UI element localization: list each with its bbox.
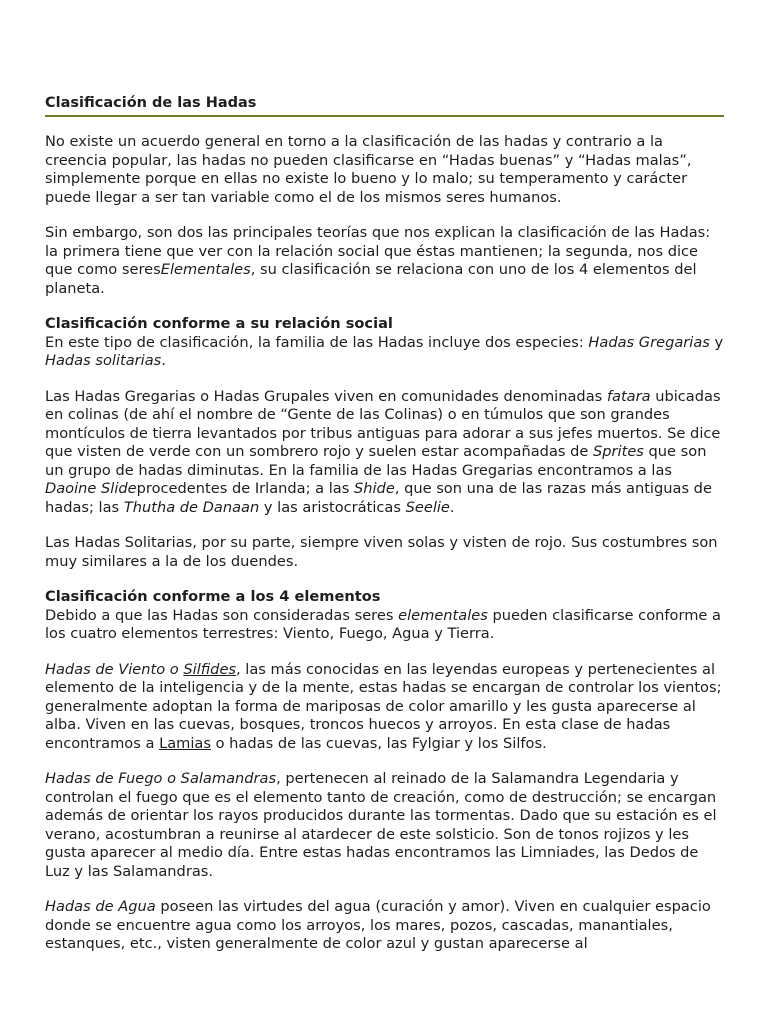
paragraph-solitarias: Las Hadas Solitarias, por su parte, siempre viven solas y visten de rojo. Sus costumbres son muy similares a la de los duendes. (45, 534, 718, 570)
section-elements: Clasificación conforme a los 4 elementos Debido a que las Hadas son consideradas seres elementales pueden clasificarse conforme a los cuatro elementos terrestres: Viento, Fuego, Agua y Tierra. (45, 588, 724, 644)
section-heading-elements: Clasificación conforme a los 4 elementos (45, 588, 381, 605)
paragraph-gregarias: Las Hadas Gregarias o Hadas Grupales viven en comunidades denominadas fatara ubicadas en colinas (de ahí el nombre de “Gente de las Colinas) o en túmulos que son grandes montículos de tierra levantados por tribus antiguas para adorar a sus jefes muertos. Se dice que visten de verde con un sombrero rojo y suelen estar acompañadas de Sprites que son un grupo de hadas diminutas. En la familia de las Hadas Gregarias encontramos a las Daoine Slideprocedentes de Irlanda; a las Shide, que son una de las razas más antiguas de hadas; las Thutha de Danaan y las aristocráticas Seelie. (45, 387, 721, 516)
paragraph-theories: Sin embargo, son dos las principales teorías que nos explican la clasificación de las Hadas: la primera tiene que ver con la relación social que éstas mantienen; la segunda, nos dice que como seresElementales, su clasificación se relaciona con uno de los 4 elementos del planeta. (45, 224, 711, 297)
link-lamias[interactable]: Lamias (159, 734, 211, 752)
title-divider (45, 115, 724, 117)
paragraph-intro: No existe un acuerdo general en torno a la clasificación de las hadas y contrario a la creencia popular, las hadas no pueden clasificarse en “Hadas buenas” y “Hadas malas”, simplemente porque en ellas no existe lo bueno y lo malo; su temperamento y carácter puede llegar a ser tan variable como el de los mismos seres humanos. (45, 133, 692, 206)
page-title: Clasificación de las Hadas (45, 95, 257, 111)
emphasis-elementales: Elementales (160, 261, 251, 278)
link-silfides[interactable]: Silfides (183, 660, 237, 678)
section-social: Clasificación conforme a su relación social En este tipo de clasificación, la familia de las Hadas incluye dos especies: Hadas Gregarias y Hadas solitarias. (45, 315, 724, 369)
paragraph-viento: Hadas de Viento o Silfides, las más conocidas en las leyendas europeas y pertenecientes al elemento de la inteligencia y de la mente, estas hadas se encargan de controlar los vientos; generalmente adoptan la forma de mariposas de color amarillo y les gusta aparecerse al alba. Viven en las cuevas, bosques, troncos huecos y arroyos. En esta clase de hadas encontramos a Lamias o hadas de las cuevas, las Fylgiar y los Silfos. (45, 660, 722, 752)
section-heading-social: Clasificación conforme a su relación social (45, 315, 393, 332)
paragraph-fuego: Hadas de Fuego o Salamandras, pertenecen al reinado de la Salamandra Legendaria y controlan el fuego que es el elemento tanto de creación, como de destrucción; se encargan además de orientar los rayos producidos durante las tormentas. Dado que su estación es el verano, acostumbran a reunirse al atardecer de este solsticio. Son de tonos rojizos y les gusta aparecer al medio día. Entre estas hadas encontramos las Limniades, las Dedos de Luz y las Salamandras. (45, 770, 717, 880)
paragraph-agua: Hadas de Agua poseen las virtudes del agua (curación y amor). Viven en cualquier espacio donde se encuentre agua como los arroyos, los mares, pozos, cascadas, manantiales, estanques, etc., visten generalmente de color azul y gustan aparecerse al (45, 898, 711, 952)
